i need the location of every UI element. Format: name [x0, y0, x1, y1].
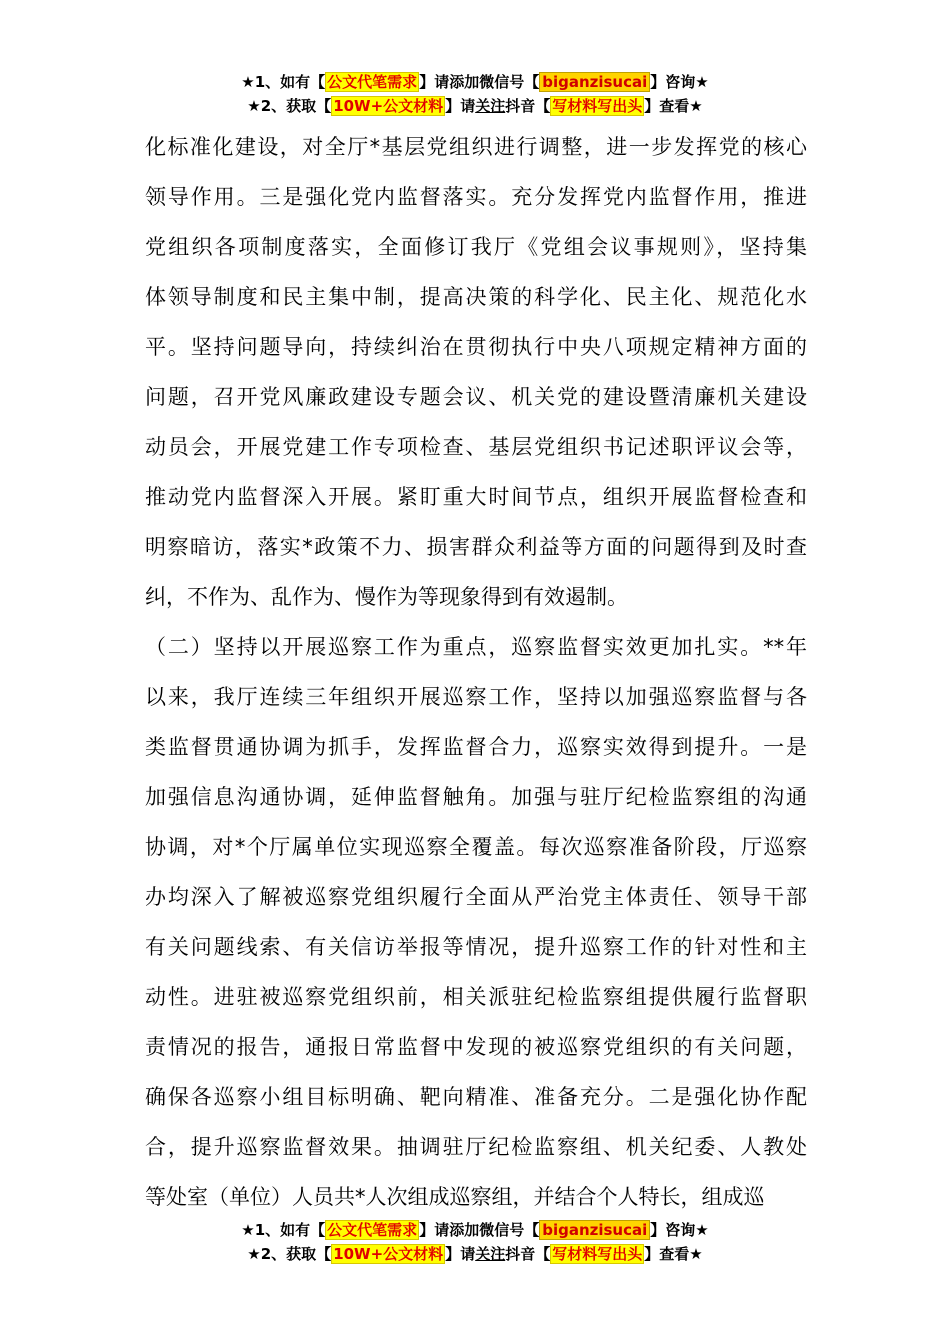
text-line: 动性。进驻被巡察党组织前，相关派驻纪检监察组提供履行监督职: [145, 985, 807, 1009]
text-line: 纠，不作为、乱作为、慢作为等现象得到有效遏制。: [145, 585, 628, 609]
banner-text: 抖音【: [505, 97, 551, 115]
banner-text: 】请添加微信号【: [419, 1221, 540, 1239]
text-line: （二）坚持以开展巡察工作为重点，巡察监督实效更加扎实。**年: [145, 635, 807, 659]
text-line: 类监督贯通协调为抓手，发挥监督合力，巡察实效得到提升。一是: [145, 735, 807, 759]
text-line: 明察暗访，落实*政策不力、损害群众利益等方面的问题得到及时查: [145, 535, 807, 559]
banner-highlight-wechat: biganzisucai: [539, 1220, 650, 1240]
banner-line-1: [0, 70, 950, 94]
banner-text: 】请: [445, 1245, 476, 1263]
text-line: 领导作用。三是强化党内监督落实。充分发挥党内监督作用，推进: [145, 185, 807, 209]
banner-text: 】咨询★: [650, 1221, 709, 1239]
banner-line-1: [0, 1218, 950, 1242]
document-body: [145, 122, 807, 1222]
banner-underlined: 关注: [475, 1245, 506, 1263]
banner-text: 】请: [445, 97, 476, 115]
banner-text: ★1、如有【: [241, 73, 326, 91]
text-line: 以来，我厅连续三年组织开展巡察工作，坚持以加强巡察监督与各: [145, 685, 807, 709]
top-banner: [0, 70, 950, 118]
banner-line-2: [0, 1242, 950, 1266]
banner-highlight: 公文代笔需求: [327, 73, 418, 91]
banner-text: 】查看★: [644, 97, 703, 115]
text-line: 确保各巡察小组目标明确、靶向精准、准备充分。二是强化协作配: [145, 1085, 807, 1109]
banner-text: 】咨询★: [650, 73, 709, 91]
banner-text: 抖音【: [505, 1245, 551, 1263]
banner-highlight: 10W+公文材料: [333, 1245, 444, 1263]
banner-highlight: 写材料写出头: [552, 1245, 643, 1263]
text-line: 体领导制度和民主集中制，提高决策的科学化、民主化、规范化水: [145, 285, 807, 309]
banner-underlined: 关注: [475, 97, 506, 115]
banner-text: ★2、获取【: [247, 97, 332, 115]
text-line: 化标准化建设，对全厅*基层党组织进行调整，进一步发挥党的核心: [145, 135, 807, 159]
text-line: 等处室（单位）人员共*人次组成巡察组，并结合个人特长，组成巡: [145, 1185, 765, 1209]
text-line: 平。坚持问题导向，持续纠治在贯彻执行中央八项规定精神方面的: [145, 335, 807, 359]
text-line: 责情况的报告，通报日常监督中发现的被巡察党组织的有关问题，: [145, 1035, 807, 1059]
text-line: 推动党内监督深入开展。紧盯重大时间节点，组织开展监督检查和: [145, 485, 807, 509]
text-line: 协调，对*个厅属单位实现巡察全覆盖。每次巡察准备阶段，厅巡察: [145, 835, 807, 859]
text-line: 问题，召开党风廉政建设专题会议、机关党的建设暨清廉机关建设: [145, 385, 807, 409]
banner-text: ★2、获取【: [247, 1245, 332, 1263]
text-line: 有关问题线索、有关信访举报等情况，提升巡察工作的针对性和主: [145, 935, 807, 959]
text-line: 动员会，开展党建工作专项检查、基层党组织书记述职评议会等，: [145, 435, 807, 459]
banner-text: ★1、如有【: [241, 1221, 326, 1239]
banner-text: 】请添加微信号【: [419, 73, 540, 91]
text-line: 加强信息沟通协调，延伸监督触角。加强与驻厅纪检监察组的沟通: [145, 785, 807, 809]
banner-highlight: 写材料写出头: [552, 97, 643, 115]
banner-highlight: 公文代笔需求: [327, 1221, 418, 1239]
banner-highlight-wechat: biganzisucai: [539, 72, 650, 92]
text-line: 党组织各项制度落实，全面修订我厅《党组会议事规则》，坚持集: [145, 235, 807, 259]
text-line: 办均深入了解被巡察党组织履行全面从严治党主体责任、领导干部: [145, 885, 807, 909]
text-line: 合，提升巡察监督效果。抽调驻厅纪检监察组、机关纪委、人教处: [145, 1135, 807, 1159]
banner-text: 】查看★: [644, 1245, 703, 1263]
banner-highlight: 10W+公文材料: [333, 97, 444, 115]
banner-line-2: [0, 94, 950, 118]
bottom-banner: [0, 1218, 950, 1266]
